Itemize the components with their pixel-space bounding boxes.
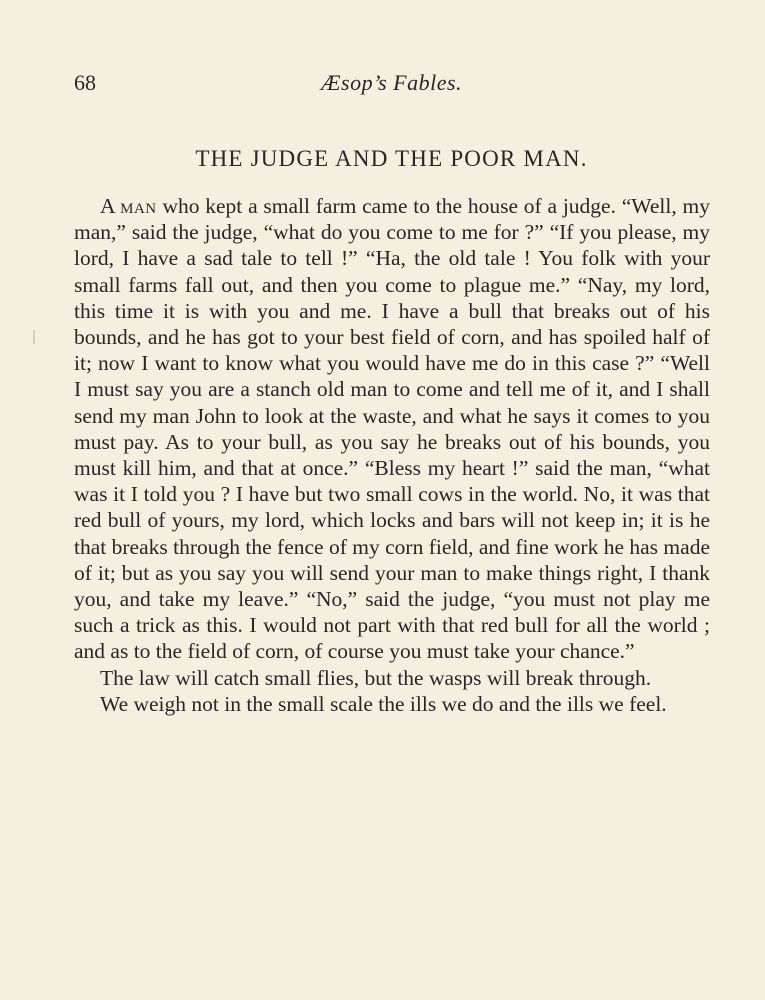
page-header xyxy=(74,70,709,102)
fable-title: THE JUDGE AND THE POOR MAN. xyxy=(195,146,588,171)
opening-smallcaps-word: man xyxy=(120,194,157,218)
margin-pencil-mark xyxy=(33,330,35,344)
story-text: who kept a small farm came to the house of a judge. “Well, my man,” said the judge, “what do you come to me for ?” “If you please, my lord, I have a sad tale to tell !” “Ha, the old tale ! You folk with your small farms fall out, and then you come to plague me.” “Nay, my lord, this time it is with you and me. I have a bull that breaks out of his bounds, and he has got to your best field of corn, and has spoiled half of it; now I want to know what you would have me do in this case ?” “Well I must say you are a stanch old man to come and tell me of it, and I shall send my man John to look at the waste, and what he says it comes to you must pay. As to your bull, as you say he breaks out of his bounds, you must kill him, and that at once.” “Bless my heart !” said the man, “what was it I told you ? I have but two small cows in the world. No, it was that red bull of yours, my lord, which locks and bars will not keep in; it is he that breaks through the fence of my corn field, and fine work he has made of it; but as you say you will send your man to make things right, I thank you, and take my leave.” “No,” said the judge, “you must not play me such a trick as this. I would not part with that red bull for all the world ; and as to the field of corn, of course you must take your chance.” xyxy=(74,194,711,664)
opening-word: A xyxy=(100,194,115,218)
fable-body xyxy=(74,193,710,717)
page-number: 68 xyxy=(74,70,96,95)
moral-paragraph-1: The law will catch small flies, but the wasps will break through. xyxy=(100,665,652,690)
story-paragraph xyxy=(74,193,710,665)
running-title: Æsop’s Fables. xyxy=(320,70,463,95)
moral-paragraph-2: We weigh not in the small scale the ills we do and the ills we feel. xyxy=(100,691,667,716)
